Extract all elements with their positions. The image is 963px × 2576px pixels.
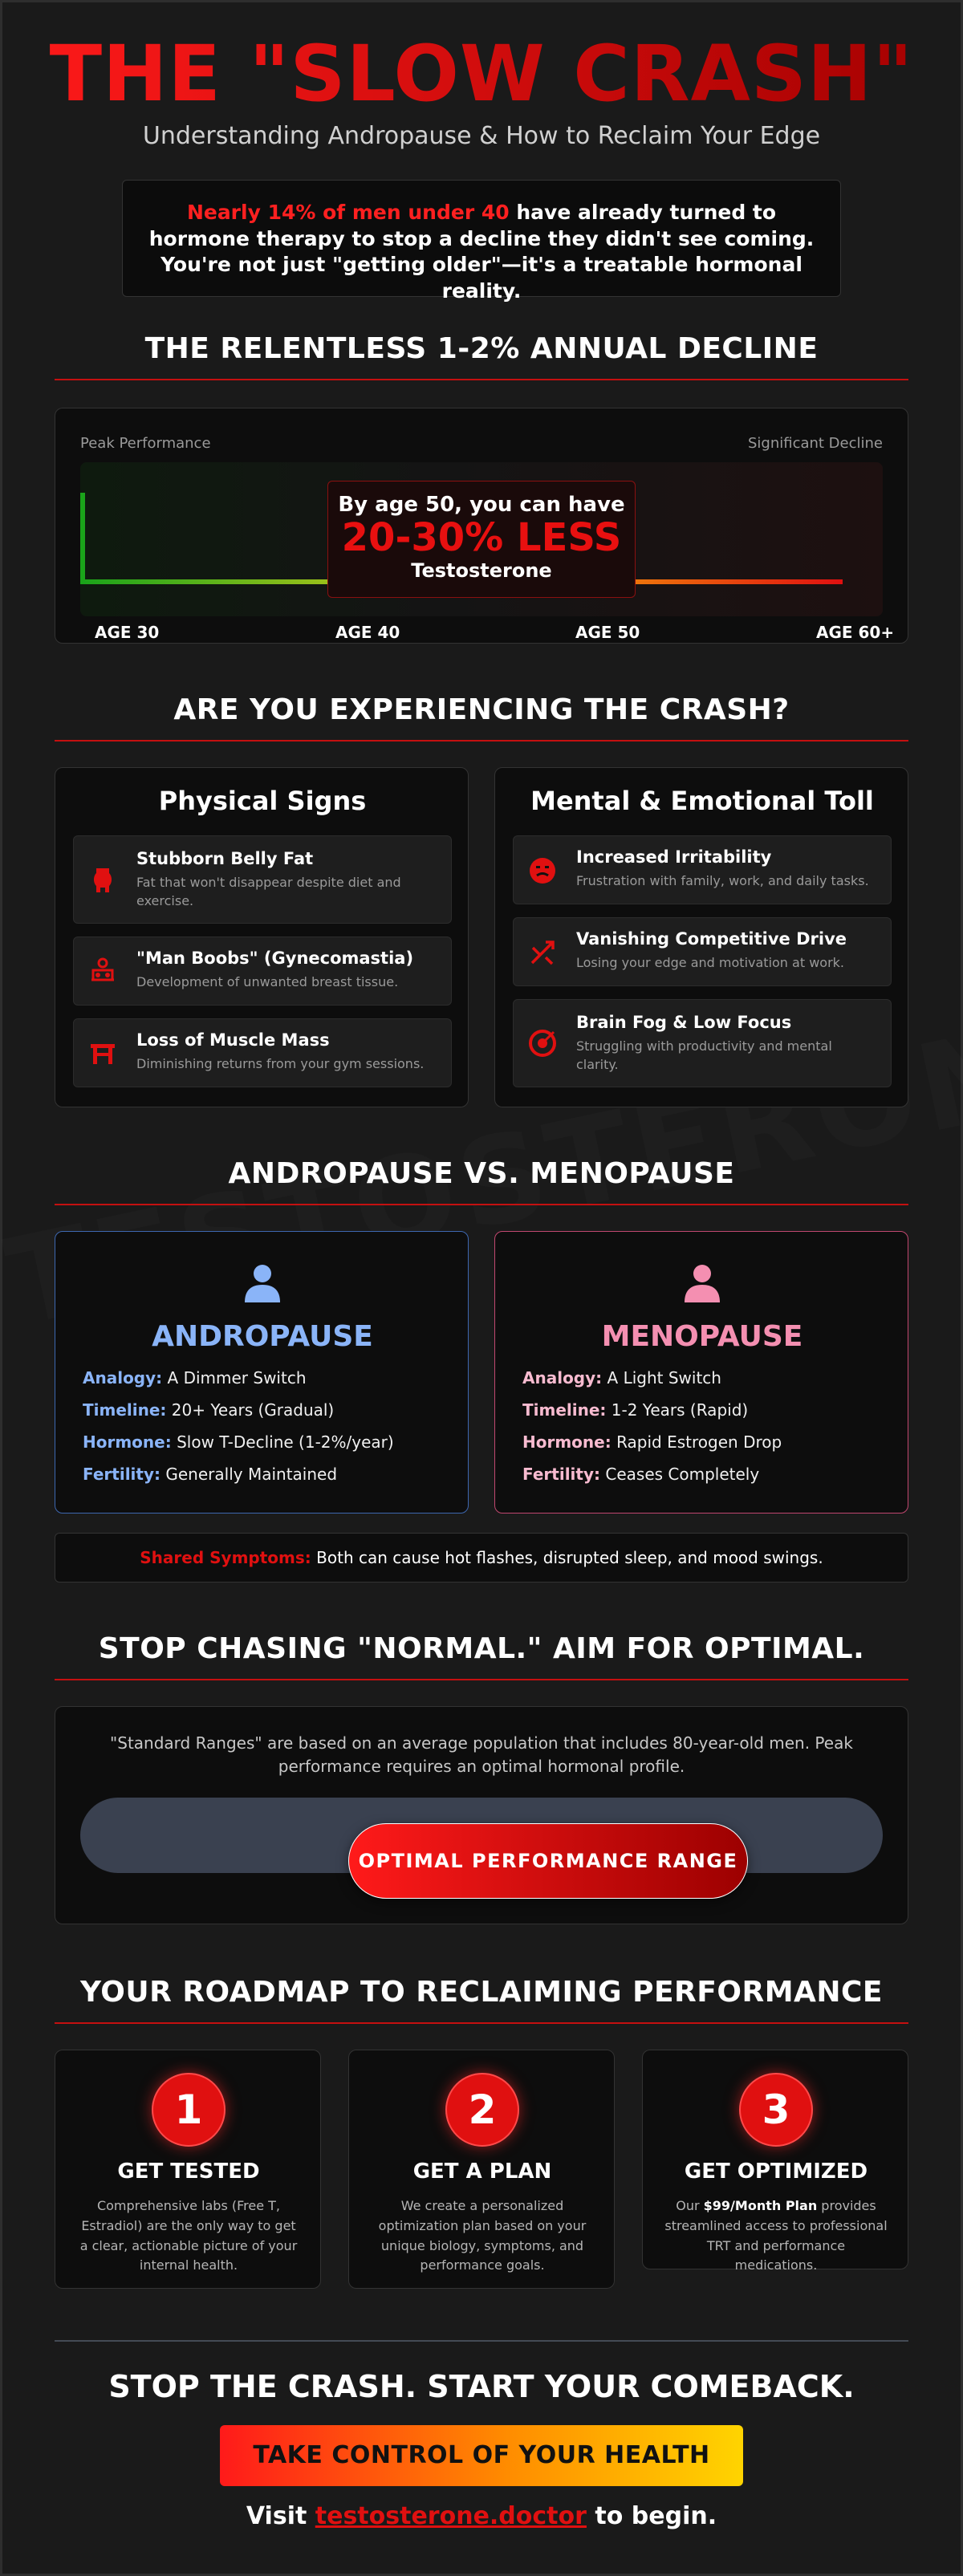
- row-label: Timeline:: [83, 1400, 167, 1420]
- comparison-row: [83, 1368, 307, 1388]
- row-value: Generally Maintained: [165, 1465, 338, 1484]
- step-title: GET TESTED: [117, 2160, 260, 2184]
- symptom-name: Increased Irritability: [576, 847, 772, 867]
- broken-arrow-icon: [528, 938, 557, 967]
- comparison-row: [522, 1432, 782, 1452]
- footer-title: STOP THE CRASH. START YOUR COMEBACK.: [108, 2369, 855, 2404]
- page-title: THE "SLOW CRASH": [0, 34, 963, 115]
- row-value: Ceases Completely: [605, 1465, 760, 1484]
- optimal-text: "Standard Ranges" are based on an average population that includes 80-year-old men. Peak performance requires an optimal hormonal profile.: [110, 1733, 853, 1776]
- comparison-row: [83, 1432, 394, 1452]
- target-icon: [528, 1029, 557, 1058]
- row-value: 1-2 Years (Rapid): [611, 1400, 749, 1420]
- symptom-name: "Man Boobs" (Gynecomastia): [136, 949, 414, 968]
- belly-fat-icon: [88, 865, 117, 894]
- take-control-button[interactable]: TAKE CONTROL OF YOUR HEALTH: [220, 2425, 743, 2486]
- physical-title: Physical Signs: [158, 786, 367, 816]
- decline-title: THE RELENTLESS 1-2% ANNUAL DECLINE: [144, 332, 819, 365]
- row-value: A Dimmer Switch: [167, 1368, 307, 1388]
- symptom-name: Loss of Muscle Mass: [136, 1030, 330, 1050]
- step-number: 3: [739, 2073, 813, 2147]
- intro-box: [122, 180, 841, 303]
- comparison-row: [83, 1400, 334, 1420]
- section-rule: [55, 379, 908, 380]
- male-user-icon: [245, 1264, 280, 1306]
- callout-line1: By age 50, you can have: [338, 493, 625, 517]
- menopause-card: [494, 1231, 908, 1514]
- section-rule: [55, 1204, 908, 1205]
- comparison-row: [522, 1465, 759, 1484]
- chest-icon: [88, 957, 117, 986]
- footer-rule: [55, 2340, 908, 2342]
- roadmap-step: [348, 2050, 615, 2289]
- callout-percent: 20-30% LESS: [341, 515, 622, 560]
- row-value: Rapid Estrogen Drop: [616, 1432, 782, 1452]
- andropause-card: [55, 1231, 469, 1514]
- step-title: GET OPTIMIZED: [684, 2160, 868, 2184]
- row-value: Slow T-Decline (1-2%/year): [177, 1432, 394, 1452]
- symptom-desc: Fat that won't disappear despite diet and exercise.: [136, 875, 401, 909]
- section-rule: [55, 1679, 908, 1680]
- angry-face-icon: [528, 856, 557, 885]
- mental-toll-card: [494, 767, 908, 1107]
- callout-line3: Testosterone: [411, 559, 552, 582]
- physical-signs-card: [55, 767, 469, 1107]
- step-desc: Comprehensive labs (Free T, Estradiol) are the only way to get a clear, actionable picture of your internal health.: [79, 2198, 298, 2273]
- symptom-desc: Losing your edge and motivation at work.: [576, 955, 844, 970]
- row-value: 20+ Years (Gradual): [171, 1400, 335, 1420]
- row-label: Fertility:: [522, 1465, 601, 1484]
- step-desc-pre: Our: [676, 2198, 704, 2213]
- mental-title: Mental & Emotional Toll: [530, 786, 874, 816]
- andropause-heading: ANDROPAUSE: [152, 1320, 373, 1353]
- age-label: AGE 50: [575, 623, 640, 642]
- optimal-range-pill: OPTIMAL PERFORMANCE RANGE: [348, 1823, 748, 1899]
- step-number: 1: [152, 2073, 226, 2147]
- intro-highlight: Nearly 14% of men under 40: [186, 201, 510, 224]
- peak-label: Peak Performance: [80, 435, 211, 452]
- symptoms-title: ARE YOU EXPERIENCING THE CRASH?: [173, 693, 790, 726]
- visit-line: [0, 2502, 963, 2530]
- roadmap-title: YOUR ROADMAP TO RECLAIMING PERFORMANCE: [79, 1976, 884, 2009]
- age-label: AGE 40: [335, 623, 400, 642]
- plan-price: $99/Month Plan: [703, 2198, 818, 2213]
- website-link[interactable]: testosterone.doctor: [315, 2502, 587, 2530]
- age-label: AGE 30: [95, 623, 160, 642]
- symptom-name: Vanishing Competitive Drive: [576, 929, 847, 949]
- section-rule: [55, 740, 908, 742]
- shared-text: Both can cause hot flashes, disrupted sleep, and mood swings.: [311, 1548, 823, 1567]
- symptom-item: [73, 1018, 452, 1087]
- symptom-item: [513, 917, 892, 986]
- symptom-desc: Development of unwanted breast tissue.: [136, 974, 399, 989]
- step-number: 2: [445, 2073, 519, 2147]
- comparison-row: [522, 1400, 748, 1420]
- row-label: Hormone:: [522, 1432, 612, 1452]
- age-label: AGE 60+: [816, 623, 895, 642]
- shared-symptoms-box: [55, 1533, 908, 1583]
- comparison-title: ANDROPAUSE VS. MENOPAUSE: [228, 1157, 735, 1190]
- row-label: Hormone:: [83, 1432, 172, 1452]
- visit-pre: Visit: [246, 2502, 315, 2530]
- symptom-item: [73, 937, 452, 1006]
- menopause-heading: MENOPAUSE: [601, 1320, 803, 1353]
- roadmap-step: [642, 2050, 908, 2273]
- optimal-title: STOP CHASING "NORMAL." AIM FOR OPTIMAL.: [98, 1632, 865, 1665]
- symptom-name: Brain Fog & Low Focus: [576, 1013, 792, 1032]
- intro-text: have already turned to hormone therapy to stop a decline they didn't see coming. You're not just "getting older"—it's a treatable hormonal reality.: [148, 201, 815, 303]
- shared-label: Shared Symptoms:: [140, 1548, 311, 1567]
- symptom-item: [73, 835, 452, 924]
- row-label: Fertility:: [83, 1465, 161, 1484]
- symptom-desc: Diminishing returns from your gym sessions.: [136, 1056, 425, 1071]
- female-user-icon: [685, 1264, 720, 1306]
- comparison-row: [522, 1368, 721, 1388]
- dumbbell-icon: [88, 1039, 117, 1068]
- symptom-desc: Frustration with family, work, and daily tasks.: [576, 873, 869, 888]
- roadmap-step: [55, 2050, 321, 2289]
- decline-callout: [327, 481, 636, 598]
- page-subtitle: Understanding Andropause & How to Reclaim Your Edge: [142, 122, 821, 150]
- symptom-item: [513, 999, 892, 1087]
- row-label: Analogy:: [83, 1368, 163, 1388]
- symptom-name: Stubborn Belly Fat: [136, 849, 314, 868]
- symptom-desc: Struggling with productivity and mental clarity.: [576, 1038, 832, 1073]
- row-label: Timeline:: [522, 1400, 607, 1420]
- row-value: A Light Switch: [607, 1368, 721, 1388]
- step-desc: We create a personalized optimization plan based on your unique biology, symptoms, and performance goals.: [378, 2198, 587, 2273]
- comparison-row: [83, 1465, 337, 1484]
- visit-post: to begin.: [586, 2502, 717, 2530]
- step-desc: [664, 2196, 888, 2276]
- step-desc-post: provides streamlined access to professional TRT and performance medications.: [664, 2198, 888, 2273]
- significant-label: Significant Decline: [747, 435, 883, 452]
- step-title: GET A PLAN: [412, 2160, 552, 2184]
- section-rule: [55, 2022, 908, 2024]
- row-label: Analogy:: [522, 1368, 603, 1388]
- symptom-item: [513, 835, 892, 904]
